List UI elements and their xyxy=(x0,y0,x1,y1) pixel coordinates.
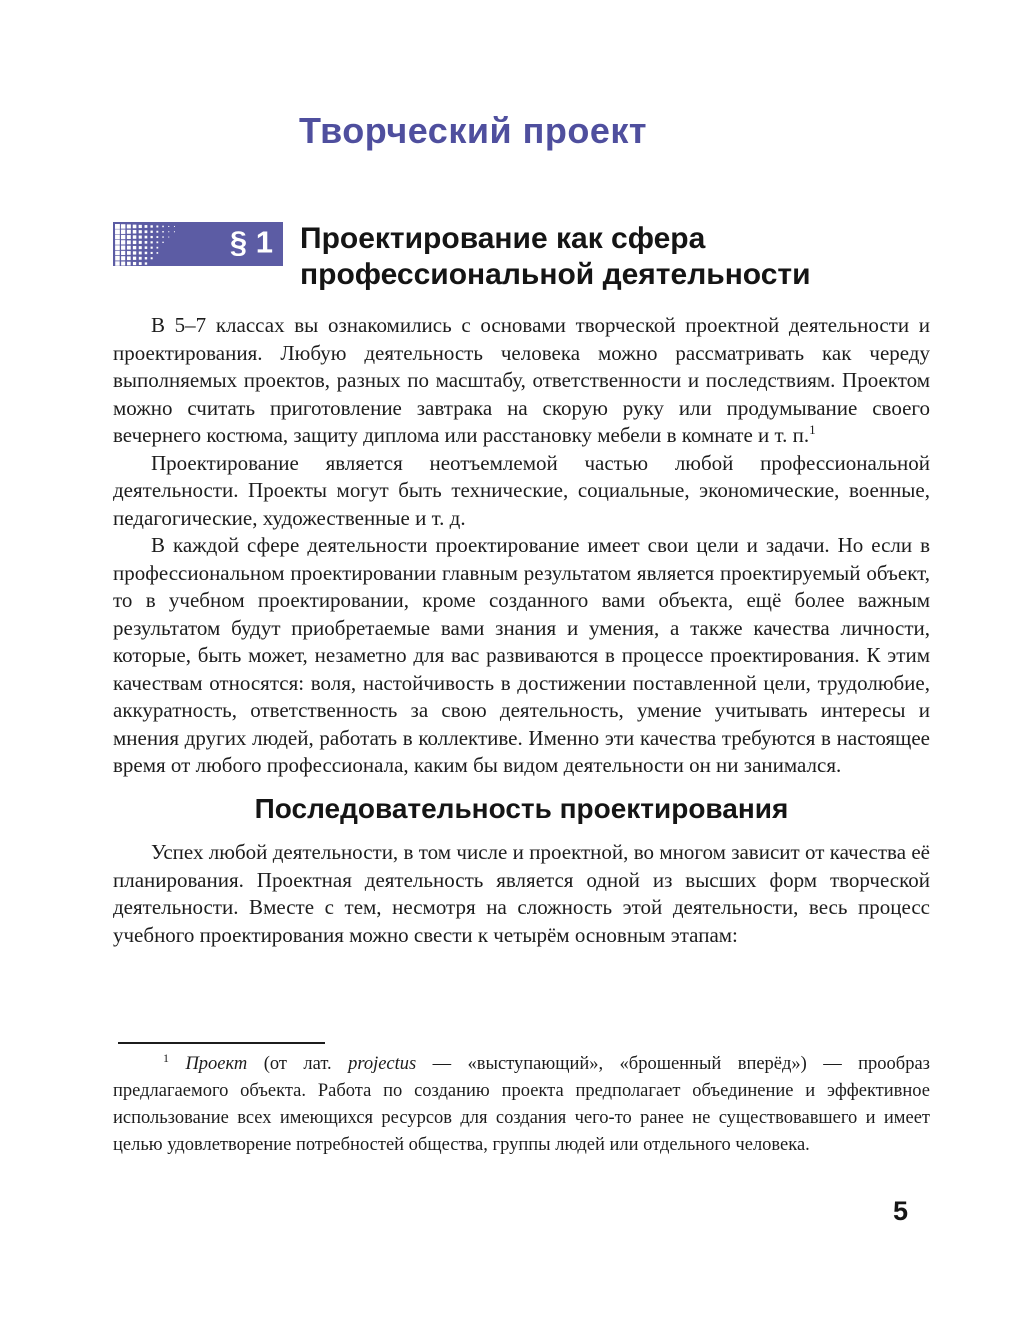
section-number: § 1 xyxy=(229,224,273,260)
page-number: 5 xyxy=(893,1196,909,1226)
section-heading: Проектирование как сфера профессиональной деятельности xyxy=(300,222,811,291)
footnote-latin-term: projectus xyxy=(348,1054,417,1074)
body-paragraph: В каждой сфере деятельности проектирование имеет свои цели и задачи. Но если в профессиональном проектировании главным результатом является проектируемый объект, то в учебном проектировании, кроме созданного вами объекта, ещё более важным результатом будут приобретаемые вами знания и умения, а также качества личности, которые, быть может, незаметно для вас развиваются в процессе проектирования. К этим качествам относятся: воля, настойчивость в достижении поставленной цели, трудолюбие, аккуратность, ответственность за свою деятельность, умение учитывать интересы и мнения других людей, работать в коллективе. Именно эти качества требуются в настоящее время от любого профессионала, каким бы видом деятельности он ни занимался. xyxy=(113,533,930,777)
body-paragraph: Проектирование является неотъемлемой частью любой профессиональной деятельности. Проекты могут быть технические, социальные, экономические, военные, педагогические, художественные и т. д. xyxy=(113,450,930,530)
body-paragraph: Успех любой деятельности, в том числе и проектной, во многом зависит от качества её планирования. Проектная деятельность является одной из высших форм творческой деятельности. Вместе с тем, несмотря на сложность этой деятельности, весь процесс учебного проектирования можно свести к четырём основным этапам: xyxy=(113,840,930,947)
section-number-box xyxy=(113,222,283,266)
footnote-text: $^1$ Проект (от лат. projectus — «выступающий», «брошенный вперёд») — прообраз предлагаемого объекта. Работа по созданию проекта предполагает объединение и эффективное использование всех имеющихся ресурсов для создания чего-то ранее не существовавшего и имеет целью удовлетворение потребностей общества, группы людей или отдельного человека. xyxy=(113,1050,930,1155)
footnote-block xyxy=(113,1042,930,1159)
footnote-separator-rule xyxy=(118,1042,325,1044)
footnote-marker: 1 xyxy=(163,1050,170,1065)
halftone-dots-decoration xyxy=(113,222,193,266)
body-text xyxy=(113,312,930,949)
footnote-reference: 1 xyxy=(809,422,816,437)
chapter-title: Творческий проект xyxy=(299,110,648,151)
subsection-heading: Последовательность проектирования xyxy=(254,792,789,824)
body-paragraph: В 5–7 классах вы ознакомились с основами творческой проектной деятельности и проектирования. Любую деятельность человека можно рассматривать как череду выполняемых проектов, разных по масштабу, ответственности и последствиям. Проектом можно считать приготовление завтрака на скорую руку или продумывание своего вечернего костюма, защиту диплома или расстановку мебели в комнате и т. п.$^1$ xyxy=(113,313,930,447)
footnote-term: Проект xyxy=(185,1054,248,1074)
